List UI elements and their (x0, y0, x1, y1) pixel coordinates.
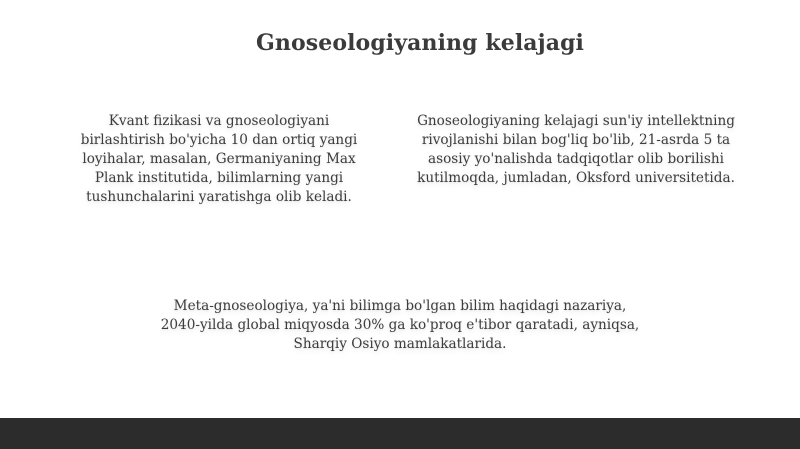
left-paragraph-line: Kvant fizikasi va gnoseologiyani (108, 113, 330, 129)
right-paragraph-line: kutilmoqda, jumladan, Oksford universitetida. (417, 170, 735, 186)
bottom-paragraph-line: 2040-yilda global miqyosda 30% ga ko'proq e'tibor qaratadi, ayniqsa, (160, 317, 640, 333)
left-paragraph-line: Plank institutida, bilimlarning yangi (94, 170, 344, 186)
bottom-paragraph (120, 297, 680, 354)
left-paragraph-line: birlashtirish bo'yicha 10 dan ortiq yangi (80, 132, 358, 148)
footer-bar (0, 418, 800, 449)
left-paragraph-line: loyihalar, masalan, Germaniyaning Max (82, 151, 356, 167)
left-paragraph (60, 112, 378, 207)
right-paragraph-line: Gnoseologiyaning kelajagi sun'iy intellektning (417, 113, 735, 129)
right-paragraph-line: rivojlanishi bilan bog'liq bo'lib, 21-asrda 5 ta (421, 132, 731, 148)
bottom-paragraph-line: Sharqiy Osiyo mamlakatlarida. (293, 336, 507, 352)
left-paragraph-line: tushunchalarini yaratishga olib keladi. (86, 189, 352, 205)
right-paragraph (398, 112, 754, 188)
right-paragraph-line: asosiy yo'nalishda tadqiqotlar olib borilishi (428, 151, 724, 167)
bottom-paragraph-line: Meta-gnoseologiya, ya'ni bilimga bo'lgan bilim haqidagi nazariya, (173, 298, 627, 314)
slide-title: Gnoseologiyaning kelajagi (255, 30, 585, 56)
